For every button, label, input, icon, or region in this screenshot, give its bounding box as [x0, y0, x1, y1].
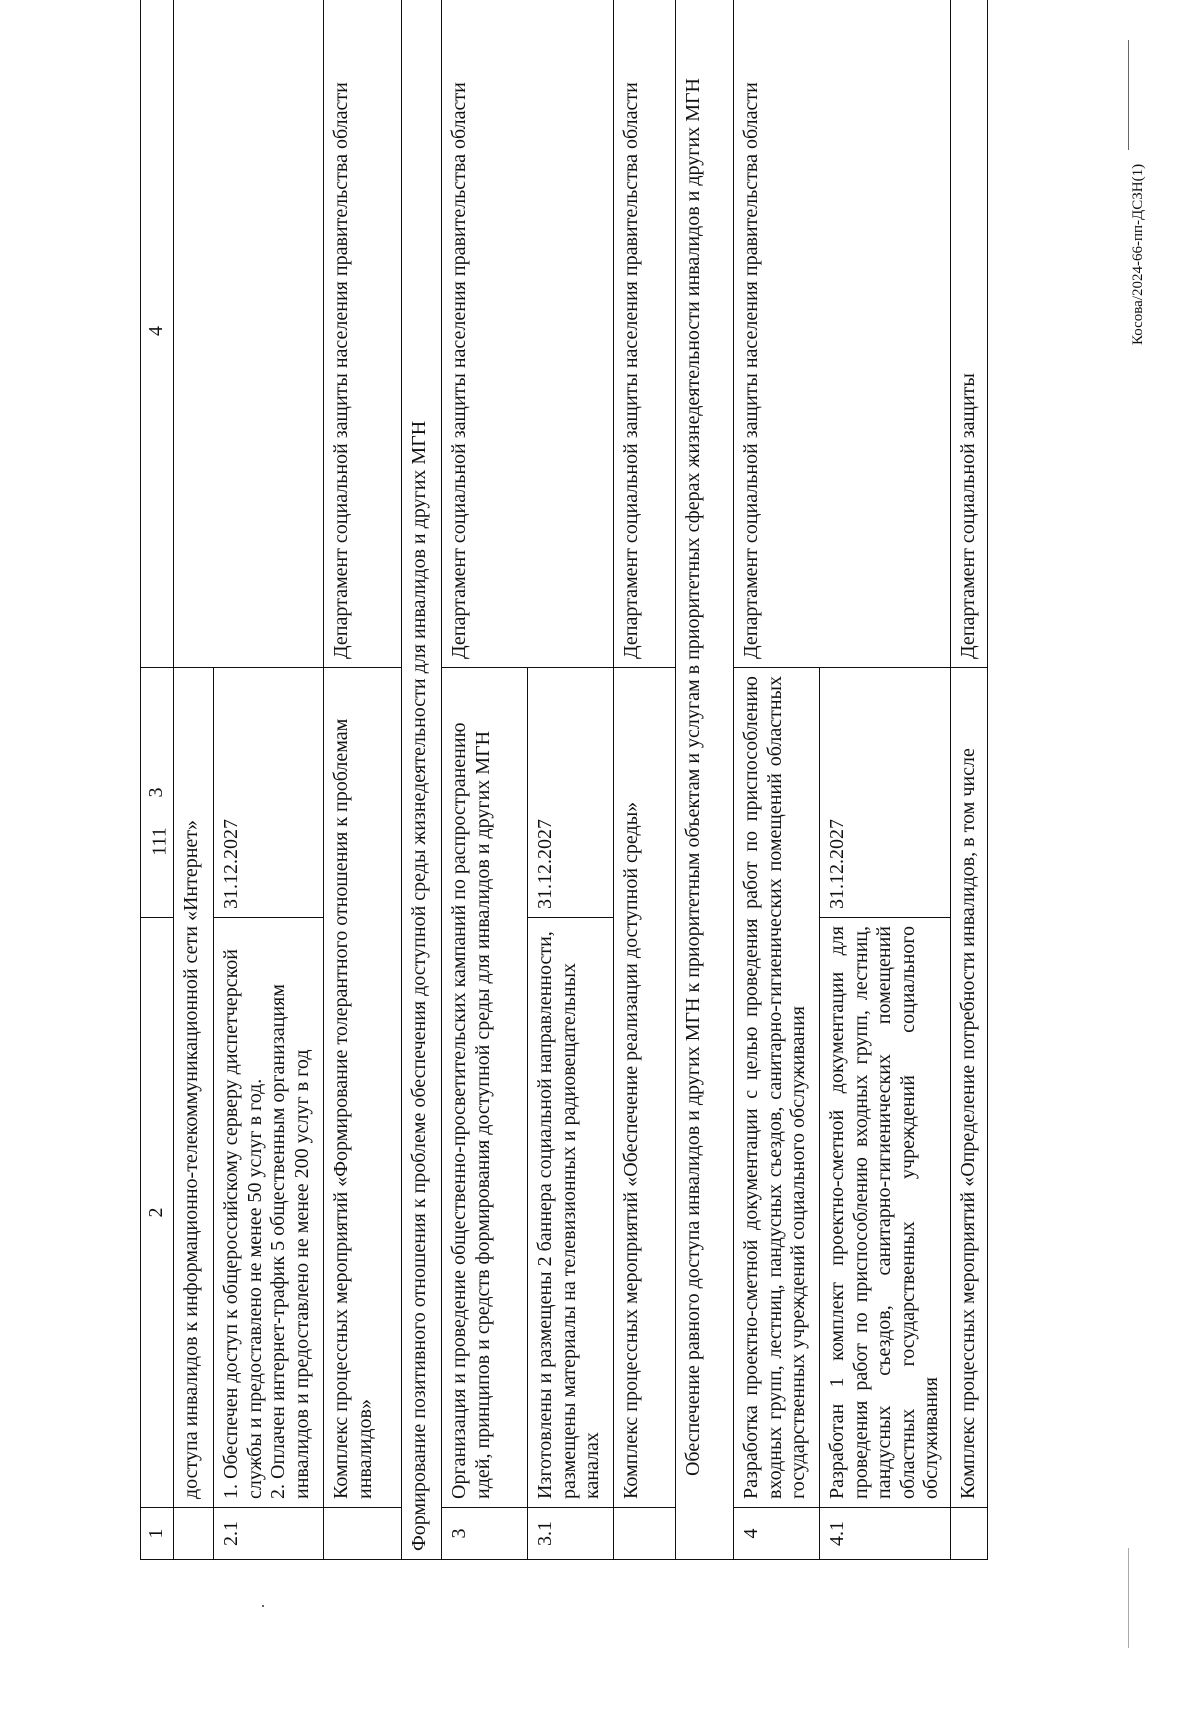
text-line: 2. Оплачен интернет-трафик 5 общественным организациям инвалидов и предоставлено не менее 200 услуг в год [267, 984, 313, 1499]
resp-cell: Департамент социальной защиты населения правительства области [442, 0, 614, 668]
table-row [442, 0, 528, 1560]
resp-cell: Департамент социальной защиты населения правительства области [614, 0, 676, 668]
num-cell: 3 [442, 1508, 528, 1560]
text-cell: Комплекс процессных мероприятий «Обеспечение реализации доступной среды» [614, 668, 676, 1508]
text-line: 1. Обеспечен доступ к общероссийскому серверу диспетчерской службы и предоставлено не менее 50 услуг в год. [220, 949, 266, 1499]
num-cell [614, 1508, 676, 1560]
num-cell [174, 1508, 214, 1560]
text-cell: Разработан 1 комплект проектно-сметной документации для проведения работ по приспособлению входных групп, лестниц, пандусных съездов, санитарно-гигиенических помещений областных государственных учреждений социального обслуживания [820, 918, 951, 1508]
header-cell: 1 [141, 1508, 174, 1560]
num-cell [324, 1508, 402, 1560]
num-cell: 4 [734, 1508, 820, 1560]
section-cell: Формирование позитивного отношения к проблеме обеспечения доступной среды жизнедеятельности для инвалидов и других МГН [402, 0, 442, 1560]
date-cell: 31.12.2027 [820, 668, 951, 918]
text-cell: доступа инвалидов к информационно-телекоммуникационной сети «Интернет» [174, 668, 214, 1508]
section-cell: Обеспечение равного доступа инвалидов и других МГН к приоритетным объектам и услугам в приоритетных сферах жизнедеятельности инвалидов и других МГН [676, 0, 734, 1560]
table-row [676, 0, 734, 1560]
text-cell: Разработка проектно-сметной документации с целью проведения работ по приспособлению входных групп, лестниц, пандусных съездов, санитарно-гигиенических помещений областных государственных учреждений социального обслуживания [734, 668, 820, 1508]
table-row [324, 0, 402, 1560]
footer-code: Косова/2024-66-пп-ДСЗН(1) [1130, 163, 1146, 345]
num-cell: 3.1 [528, 1508, 614, 1560]
text-cell: Комплекс процессных мероприятий «Формирование толерантного отношения к проблемам инвалидов» [324, 668, 402, 1508]
measures-table [140, 0, 988, 1560]
num-cell: 4.1 [820, 1508, 951, 1560]
table-row [174, 0, 214, 1560]
header-cell: 3 [141, 668, 174, 918]
scan-mark [1128, 1548, 1129, 1648]
resp-cell: Департамент социальной защиты населения правительства области [324, 0, 402, 668]
page-number: 111 [148, 827, 171, 856]
resp-cell: Департамент социальной защиты [950, 0, 987, 668]
table-row [402, 0, 442, 1560]
text-cell [214, 918, 324, 1508]
header-cell: 4 [141, 0, 174, 668]
table-row [734, 0, 820, 1560]
resp-cell: Департамент социальной защиты населения правительства области [734, 0, 951, 668]
rotated-table-container [140, 0, 1140, 1560]
table-row [614, 0, 676, 1560]
header-cell: 2 [141, 918, 174, 1508]
date-cell: 31.12.2027 [214, 668, 324, 918]
num-cell [950, 1508, 987, 1560]
table-header-row [141, 0, 174, 1560]
text-cell: Организация и проведение общественно-просветительских кампаний по распространению идей, принципов и средств формирования доступной среды для инвалидов и других МГН [442, 668, 528, 1508]
text-cell: Изготовлены и размещены 2 баннера социальной направленности, размещены материалы на телевизионных и радиовещательных каналах [528, 918, 614, 1508]
table-row [950, 0, 987, 1560]
resp-cell [174, 0, 324, 668]
num-cell: 2.1 [214, 1508, 324, 1560]
text-cell: Комплекс процессных мероприятий «Определение потребности инвалидов, в том числе [950, 668, 987, 1508]
date-cell: 31.12.2027 [528, 668, 614, 918]
scan-mark [262, 1605, 264, 1607]
